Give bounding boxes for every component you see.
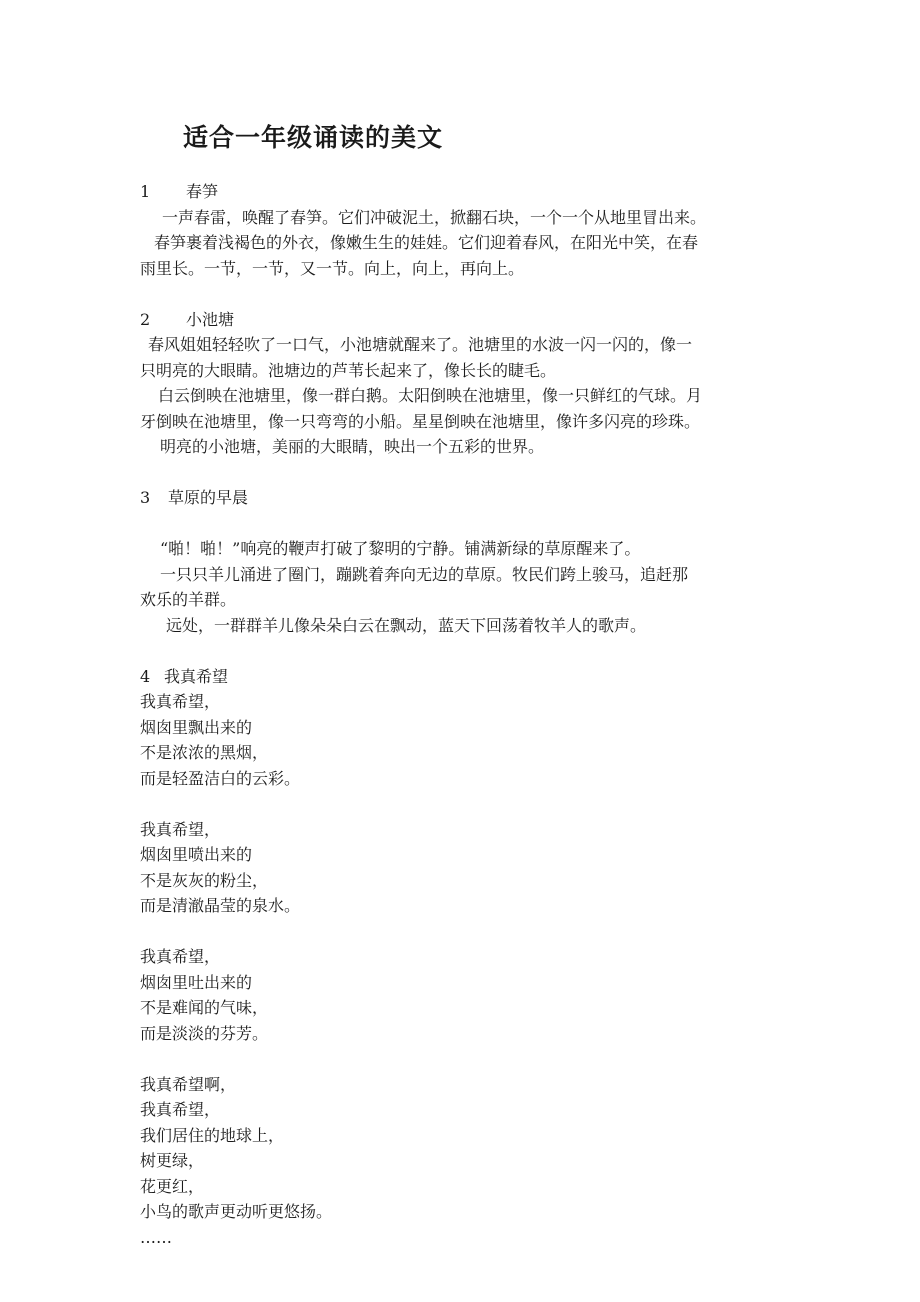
document-body: [140, 179, 790, 1250]
poem-line: 我真希望，: [140, 947, 221, 966]
section-heading: [140, 664, 790, 690]
poem-line: 花更红，: [140, 1176, 205, 1196]
paragraph-line: 远处，一群群羊儿像朵朵白云在飘动，蓝天下回荡着牧羊人的歌声。: [166, 615, 647, 635]
section-number: 1: [140, 182, 151, 201]
section-heading: [140, 307, 790, 333]
paragraph-line: 一只只羊儿涌进了圈门，蹦跳着奔向无边的草原。牧民们跨上骏马，追赶那: [160, 564, 689, 584]
poem-line: 我们居住的地球上，: [140, 1125, 285, 1145]
spacer: [140, 281, 790, 307]
ellipsis: ……: [140, 1227, 172, 1247]
poem-line: 小鸟的歌声更动听更悠扬。: [140, 1202, 333, 1221]
section-heading: [140, 485, 790, 511]
poem-line: 我真希望，: [140, 692, 221, 711]
poem-stanza-2: [140, 817, 790, 919]
spacer: [140, 919, 790, 945]
paragraph-line: 白云倒映在池塘里，像一群白鹅。太阳倒映在池塘里，像一只鲜红的气球。月: [158, 386, 703, 405]
spacer: [140, 511, 790, 537]
spacer: [140, 460, 790, 486]
poem-line: 不是难闻的气味，: [140, 998, 269, 1017]
section-3: [140, 485, 790, 638]
poem-stanza-3: [140, 944, 790, 1046]
section-title: 春笋: [186, 182, 219, 201]
paragraph-line: 只明亮的大眼睛。池塘边的芦苇长起来了，像长长的睫毛。: [140, 360, 557, 380]
poem-stanza-4: [140, 1072, 790, 1251]
paragraph-line: 雨里长。一节，一节，又一节。向上，向上，再向上。: [140, 258, 525, 278]
paragraph-line: 牙倒映在池塘里，像一只弯弯的小船。星星倒映在池塘里，像许多闪亮的珍珠。: [140, 411, 701, 431]
section-2: [140, 307, 790, 460]
poem-line: 树更绿，: [140, 1151, 205, 1170]
section-heading: [140, 179, 790, 205]
poem-line: 我真希望啊，: [140, 1074, 237, 1094]
paragraph-line: “啪！啪！”响亮的鞭声打破了黎明的宁静。铺满新绿的草原醒来了。: [160, 539, 641, 558]
poem-line: 而是淡淡的芬芳。: [140, 1023, 269, 1043]
poem-line: 烟囱里喷出来的: [140, 845, 253, 864]
section-title: 草原的早晨: [168, 488, 249, 507]
poem-line: 烟囱里吐出来的: [140, 972, 253, 992]
section-4: [140, 664, 790, 1251]
poem-line: 我真希望，: [140, 819, 221, 839]
poem-stanza-1: [140, 689, 790, 791]
section-number: 4: [140, 666, 151, 686]
poem-line: 而是清澈晶莹的泉水。: [140, 896, 301, 915]
spacer: [140, 638, 790, 664]
poem-line: 我真希望，: [140, 1100, 221, 1119]
poem-line: 而是轻盈洁白的云彩。: [140, 768, 301, 788]
paragraph-line: 春风姐姐轻轻吹了一口气，小池塘就醒来了。池塘里的水波一闪一闪的，像一: [148, 335, 693, 354]
section-number: 3: [140, 488, 151, 507]
paragraph-line: 明亮的小池塘，美丽的大眼睛，映出一个五彩的世界。: [160, 437, 545, 456]
section-title: 小池塘: [186, 309, 235, 329]
spacer: [140, 1046, 790, 1072]
paragraph-line: 春笋裹着浅褐色的外衣，像嫩生生的娃娃。它们迎着春风，在阳光中笑，在春: [154, 233, 699, 252]
poem-line: 不是灰灰的粉尘，: [140, 870, 269, 890]
document-title: 适合一年级诵读的美文: [183, 123, 444, 152]
paragraph-line: 一声春雷，唤醒了春笋。它们冲破泥土，掀翻石块，一个一个从地里冒出来。: [162, 207, 707, 227]
section-number: 2: [140, 309, 151, 329]
poem-line: 烟囱里飘出来的: [140, 717, 253, 737]
paragraph-line: 欢乐的羊群。: [140, 590, 237, 609]
section-1: [140, 179, 790, 281]
section-title: 我真希望: [164, 666, 229, 686]
spacer: [140, 791, 790, 817]
poem-line: 不是浓浓的黑烟，: [140, 743, 269, 762]
